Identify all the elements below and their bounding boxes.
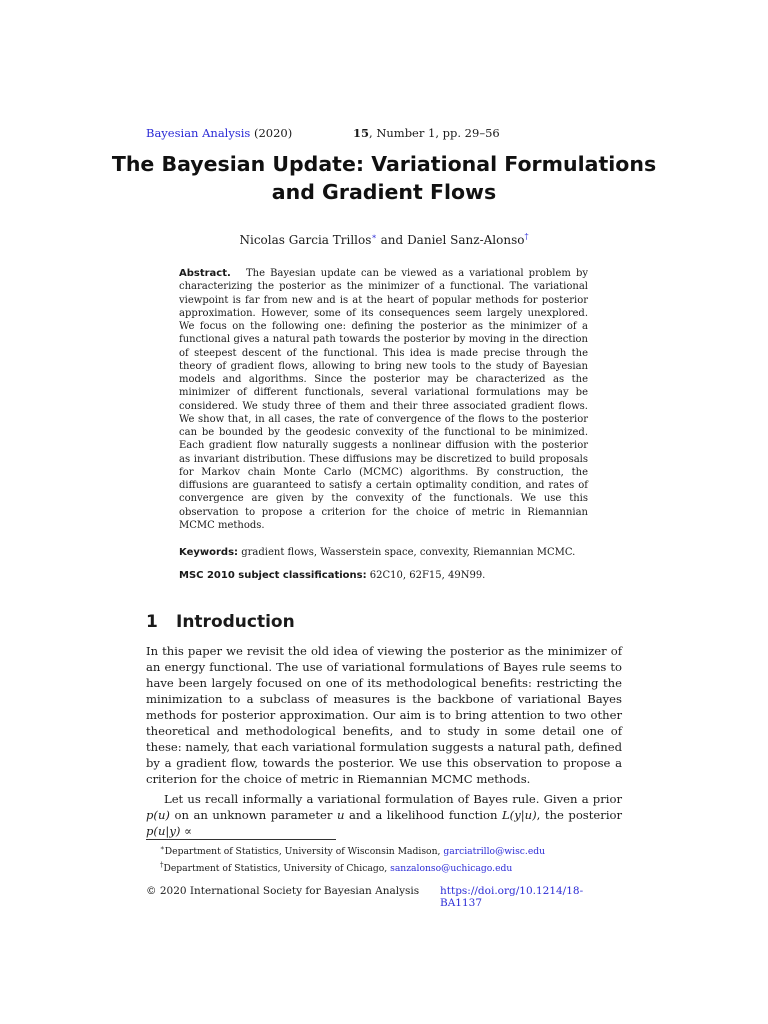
footnote-2-text: Department of Statistics, University of Chicago,: [163, 862, 388, 874]
author-1: Nicolas Garcia Trillos: [239, 233, 372, 247]
section-number: 1: [146, 612, 158, 632]
doi-link[interactable]: https://doi.org/10.1214/18-BA1137: [440, 885, 584, 909]
volume-info: [353, 126, 500, 140]
footnote-2-mark: †: [160, 860, 164, 869]
keywords: [179, 547, 588, 558]
title-line-1: The Bayesian Update: Variational Formulations: [111, 152, 657, 176]
paragraph-1: In this paper we revisit the old idea of viewing the posterior as the minimizer of an energy functional. The use of variational formulations of Bayes rule seems to have been largely focused on one of its methodological benefits: restricting the minimization to a subclass of measures is the backbone of variational Bayes methods for posterior approximation. Our aim is to bring attention to two other theoretical and methodological benefits, and to study in some detail one of these: namely, that each variational formulation suggests a natural path, defined by a gradient flow, towards the posterior. We use this observation to propose a criterion for the choice of metric in Riemannian MCMC methods.: [146, 644, 622, 786]
volume-number: 15: [353, 126, 370, 140]
author-joiner: and: [380, 233, 404, 247]
msc-classifications: [179, 570, 588, 581]
msc-text: 62C10, 62F15, 49N99.: [369, 570, 486, 581]
keywords-label: Keywords:: [179, 547, 239, 558]
section-title: Introduction: [176, 612, 295, 632]
journal-year: (2020): [254, 126, 293, 140]
abstract-text: The Bayesian update can be viewed as a variational problem by characterizing the posterior as the minimizer of a functional. The variational viewpoint is far from new and is at the heart of popular methods for posterior approximation. However, some of its consequences seem largely unexplored. We focus on the following one: defining the posterior as the minimizer of a functional gives a natural path towards the posterior by moving in the direction of steepest descent of the functional. This idea is made precise through the theory of gradient flows, allowing to bring new tools to the study of Bayesian models and algorithms. Since the posterior may be characterized as the minimizer of different functionals, several variational formulations may be considered. We study three of them and their three associated gradient flows. We show that, in all cases, the rate of convergence of the flows to the posterior can be bounded by the geodesic convexity of the functional to be minimized. Each gradient flow naturally suggests a nonlinear diffusion with the posterior as invariant distribution. These diffusions may be discretized to build proposals for Markov chain Monte Carlo (MCMC) algorithms. By construction, the diffusions are guaranteed to satisfy a certain optimality condition, and rates of convergence are given by the convexity of the functionals. We use this observation to propose a criterion for the choice of metric in Riemannian MCMC methods.: [179, 268, 588, 531]
author-list: [100, 232, 668, 247]
footnote-1-text: Department of Statistics, University of Wisconsin Madison,: [164, 846, 441, 858]
footnote-1-mark: ∗: [160, 844, 165, 852]
footnote-1-email-link[interactable]: garciatrillo@wisc.edu: [443, 846, 546, 858]
footnote-divider: [146, 839, 336, 840]
keywords-text: gradient flows, Wasserstein space, convexity, Riemannian MCMC.: [241, 547, 576, 558]
copyright-notice: © 2020 International Society for Bayesian Analysis: [146, 885, 420, 897]
author-1-footnote-mark[interactable]: ∗: [371, 232, 377, 241]
footnote-1: [160, 842, 630, 859]
journal-citation: [146, 126, 292, 140]
footnote-2-email-link[interactable]: sanzalonso@uchicago.edu: [390, 862, 513, 874]
footnotes: [160, 842, 630, 875]
issue-pages: , Number 1, pp. 29–56: [369, 126, 500, 140]
paragraph-2: Let us recall informally a variational formulation of Bayes rule. Given a prior p(u) on an unknown parameter u and a likelihood function L(y|u), the posterior p(u|y) ∝: [146, 792, 623, 838]
msc-label: MSC 2010 subject classifications:: [179, 570, 367, 581]
section-heading: [146, 612, 295, 632]
author-2-footnote-mark[interactable]: †: [524, 232, 529, 241]
paper-title: [100, 150, 668, 206]
title-line-2: and Gradient Flows: [271, 180, 497, 204]
body-text: [146, 643, 622, 839]
page-footer: [146, 885, 622, 909]
journal-link[interactable]: Bayesian Analysis: [146, 126, 251, 140]
footnote-2: [160, 859, 630, 876]
abstract: [179, 267, 588, 532]
author-2: Daniel Sanz-Alonso: [407, 233, 525, 247]
abstract-label: Abstract.: [179, 268, 231, 279]
